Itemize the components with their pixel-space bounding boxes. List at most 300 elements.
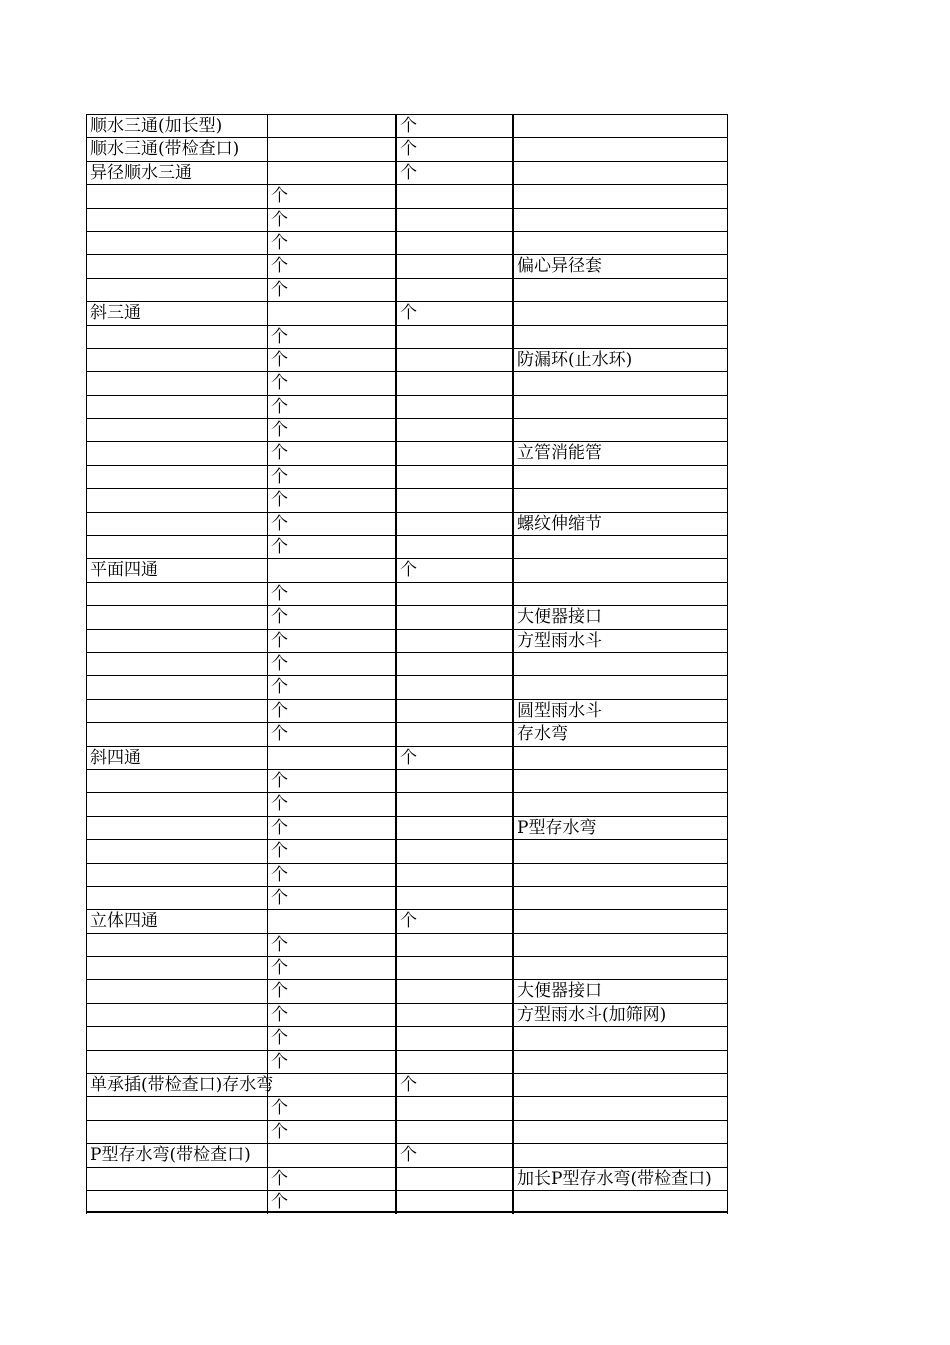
table-cell[interactable]: [395, 442, 512, 465]
table-cell[interactable]: [86, 864, 267, 887]
cell-text: 方型雨水斗: [517, 630, 602, 651]
table-cell[interactable]: [395, 1168, 512, 1191]
table-cell[interactable]: [86, 115, 267, 138]
table-cell[interactable]: [267, 700, 395, 723]
table-cell[interactable]: [512, 326, 728, 349]
cell-text: 个: [271, 677, 288, 698]
cell-text: 个: [271, 864, 288, 885]
table-cell[interactable]: [267, 1144, 395, 1167]
table-cell[interactable]: [395, 489, 512, 512]
table-cell[interactable]: [395, 372, 512, 395]
table-row: [86, 933, 728, 956]
table-cell[interactable]: [267, 536, 395, 559]
table-cell[interactable]: [395, 349, 512, 372]
table-cell[interactable]: [267, 1027, 395, 1050]
table-cell[interactable]: [512, 302, 728, 325]
table-row: [86, 1073, 728, 1096]
table-row: [86, 137, 728, 160]
cell-text: 个: [400, 911, 417, 932]
table-cell[interactable]: [395, 559, 512, 582]
table-cell[interactable]: [267, 466, 395, 489]
cell-text: P型存水弯: [517, 817, 597, 838]
table-cell[interactable]: [267, 910, 395, 933]
cell-text: 个: [271, 349, 288, 370]
table-cell[interactable]: [86, 957, 267, 980]
table-row: [86, 114, 728, 137]
table-cell[interactable]: [267, 349, 395, 372]
table-row: [86, 208, 728, 231]
table-cell[interactable]: [86, 1027, 267, 1050]
table-cell[interactable]: [395, 302, 512, 325]
table-cell[interactable]: [395, 419, 512, 442]
cell-text: 个: [400, 1145, 417, 1166]
cell-text: 个: [400, 747, 417, 768]
table-cell[interactable]: [512, 700, 728, 723]
cell-text: 个: [271, 770, 288, 791]
table-row: [86, 395, 728, 418]
spreadsheet-table: [86, 114, 728, 1213]
cell-text: 大便器接口: [517, 607, 602, 628]
table-cell[interactable]: [512, 1121, 728, 1144]
cell-text: 个: [271, 934, 288, 955]
table-cell[interactable]: [512, 630, 728, 653]
table-cell[interactable]: [395, 255, 512, 278]
table-cell[interactable]: [86, 466, 267, 489]
table-cell[interactable]: [86, 910, 267, 933]
table-cell[interactable]: [512, 770, 728, 793]
table-cell[interactable]: [395, 723, 512, 746]
cell-text: 个: [271, 1098, 288, 1119]
table-row: [86, 558, 728, 581]
table-cell[interactable]: [267, 1051, 395, 1074]
table-cell[interactable]: [395, 653, 512, 676]
table-cell[interactable]: [395, 1121, 512, 1144]
cell-text: 异径顺水三通: [90, 162, 192, 183]
table-cell[interactable]: [86, 1144, 267, 1167]
table-cell[interactable]: [267, 1097, 395, 1120]
table-cell[interactable]: [395, 1004, 512, 1027]
table-row: [86, 652, 728, 675]
table-cell[interactable]: [395, 162, 512, 185]
table-cell[interactable]: [512, 255, 728, 278]
table-cell[interactable]: [512, 1144, 728, 1167]
cell-text: 加长P型存水弯(带检查口): [517, 1168, 712, 1189]
table-cell[interactable]: [512, 115, 728, 138]
table-cell[interactable]: [395, 630, 512, 653]
table-cell[interactable]: [395, 887, 512, 910]
cell-text: 个: [271, 232, 288, 253]
table-cell[interactable]: [86, 185, 267, 208]
table-cell[interactable]: [86, 1004, 267, 1027]
table-cell[interactable]: [395, 606, 512, 629]
cell-text: 个: [271, 607, 288, 628]
table-cell[interactable]: [86, 630, 267, 653]
cell-text: 个: [271, 887, 288, 908]
table-cell[interactable]: [86, 747, 267, 770]
table-cell[interactable]: [86, 349, 267, 372]
table-cell[interactable]: [512, 513, 728, 536]
table-cell[interactable]: [395, 1144, 512, 1167]
cell-text: 螺纹伸缩节: [517, 513, 602, 534]
table-cell[interactable]: [395, 513, 512, 536]
table-row: [86, 1190, 728, 1213]
table-row: [86, 254, 728, 277]
cell-text: 防漏环(止水环): [517, 349, 633, 370]
table-cell[interactable]: [86, 1097, 267, 1120]
cell-text: 立管消能管: [517, 443, 602, 464]
cell-text: 个: [271, 700, 288, 721]
table-cell[interactable]: [86, 138, 267, 161]
table-cell[interactable]: [395, 1051, 512, 1074]
table-cell[interactable]: [395, 1191, 512, 1214]
table-cell[interactable]: [267, 559, 395, 582]
table-cell[interactable]: [395, 910, 512, 933]
table-row: [86, 863, 728, 886]
table-cell[interactable]: [267, 442, 395, 465]
cell-text: 个: [271, 373, 288, 394]
table-cell[interactable]: [512, 138, 728, 161]
table-row: [86, 816, 728, 839]
cell-text: 平面四通: [90, 560, 158, 581]
table-cell[interactable]: [86, 1191, 267, 1214]
table-cell[interactable]: [395, 326, 512, 349]
table-cell[interactable]: [86, 723, 267, 746]
table-cell[interactable]: [512, 466, 728, 489]
table-cell[interactable]: [512, 583, 728, 606]
table-cell[interactable]: [395, 185, 512, 208]
table-row: [86, 1026, 728, 1049]
table-cell[interactable]: [267, 840, 395, 863]
cell-text: 个: [271, 396, 288, 417]
table-cell[interactable]: [512, 793, 728, 816]
cell-text: 个: [271, 279, 288, 300]
table-cell[interactable]: [86, 700, 267, 723]
table-cell[interactable]: [86, 162, 267, 185]
table-cell[interactable]: [512, 887, 728, 910]
table-row: [86, 1120, 728, 1143]
table-cell[interactable]: [267, 887, 395, 910]
table-row: [86, 371, 728, 394]
table-cell[interactable]: [86, 372, 267, 395]
table-cell[interactable]: [267, 255, 395, 278]
table-cell[interactable]: [512, 396, 728, 419]
cell-text: 个: [271, 186, 288, 207]
cell-text: 个: [271, 326, 288, 347]
table-cell[interactable]: [86, 676, 267, 699]
cell-text: 个: [271, 653, 288, 674]
table-cell[interactable]: [512, 840, 728, 863]
table-cell[interactable]: [395, 138, 512, 161]
table-cell[interactable]: [512, 1168, 728, 1191]
table-cell[interactable]: [395, 1074, 512, 1097]
cell-text: P型存水弯(带检查口): [90, 1145, 251, 1166]
table-cell[interactable]: [86, 817, 267, 840]
cell-text: 个: [271, 490, 288, 511]
cell-text: 斜三通: [90, 303, 141, 324]
table-cell[interactable]: [267, 1121, 395, 1144]
table-cell[interactable]: [512, 1051, 728, 1074]
table-cell[interactable]: [512, 1074, 728, 1097]
cell-text: 个: [271, 209, 288, 230]
cell-text: 大便器接口: [517, 981, 602, 1002]
table-cell[interactable]: [267, 793, 395, 816]
table-cell[interactable]: [395, 676, 512, 699]
table-cell[interactable]: [267, 419, 395, 442]
table-cell[interactable]: [395, 1097, 512, 1120]
table-cell[interactable]: [267, 747, 395, 770]
table-row: [86, 1167, 728, 1190]
cell-text: 个: [271, 1028, 288, 1049]
table-cell[interactable]: [86, 232, 267, 255]
table-cell[interactable]: [267, 138, 395, 161]
cell-text: 个: [400, 162, 417, 183]
table-cell[interactable]: [512, 747, 728, 770]
table-cell[interactable]: [512, 559, 728, 582]
table-row: [86, 512, 728, 535]
table-row: [86, 441, 728, 464]
table-cell[interactable]: [86, 793, 267, 816]
table-row: [86, 582, 728, 605]
table-row: [86, 184, 728, 207]
cell-text: 个: [271, 1004, 288, 1025]
table-cell[interactable]: [267, 302, 395, 325]
table-row: [86, 746, 728, 769]
table-cell[interactable]: [395, 817, 512, 840]
table-cell[interactable]: [267, 980, 395, 1003]
table-row: [86, 909, 728, 932]
table-cell[interactable]: [395, 770, 512, 793]
table-cell[interactable]: [395, 934, 512, 957]
table-cell[interactable]: [86, 302, 267, 325]
table-cell[interactable]: [86, 887, 267, 910]
table-cell[interactable]: [512, 1191, 728, 1214]
table-cell[interactable]: [267, 232, 395, 255]
table-cell[interactable]: [512, 279, 728, 302]
table-cell[interactable]: [267, 864, 395, 887]
table-cell[interactable]: [512, 980, 728, 1003]
table-row: [86, 535, 728, 558]
table-cell[interactable]: [395, 840, 512, 863]
table-cell[interactable]: [512, 910, 728, 933]
table-row: [86, 465, 728, 488]
table-cell[interactable]: [395, 279, 512, 302]
table-cell[interactable]: [86, 1121, 267, 1144]
cell-text: 单承插(带检查口)存水弯: [90, 1075, 274, 1096]
table-cell[interactable]: [86, 255, 267, 278]
table-cell[interactable]: [512, 676, 728, 699]
table-cell[interactable]: [86, 980, 267, 1003]
table-cell[interactable]: [267, 209, 395, 232]
table-row: [86, 605, 728, 628]
table-cell[interactable]: [395, 396, 512, 419]
table-cell[interactable]: [267, 1074, 395, 1097]
table-cell[interactable]: [395, 583, 512, 606]
table-row: [86, 1050, 728, 1073]
table-cell[interactable]: [267, 326, 395, 349]
table-cell[interactable]: [267, 1168, 395, 1191]
cell-text: 个: [400, 560, 417, 581]
table-row: [86, 348, 728, 371]
cell-text: 个: [271, 256, 288, 277]
table-cell[interactable]: [267, 934, 395, 957]
cell-text: 顺水三通(带检查口): [90, 139, 240, 160]
cell-text: 偏心异径套: [517, 256, 602, 277]
cell-text: 方型雨水斗(加筛网): [517, 1004, 667, 1025]
table-row: [86, 722, 728, 745]
table-cell[interactable]: [267, 606, 395, 629]
cell-text: 个: [271, 420, 288, 441]
cell-text: 个: [271, 1051, 288, 1072]
table-cell[interactable]: [512, 209, 728, 232]
table-row: [86, 325, 728, 348]
table-cell[interactable]: [86, 442, 267, 465]
table-cell[interactable]: [512, 1027, 728, 1050]
table-cell[interactable]: [86, 513, 267, 536]
table-cell[interactable]: [86, 536, 267, 559]
table-cell[interactable]: [395, 980, 512, 1003]
table-cell[interactable]: [512, 185, 728, 208]
table-cell[interactable]: [395, 232, 512, 255]
table-cell[interactable]: [395, 864, 512, 887]
table-row: [86, 792, 728, 815]
cell-text: 存水弯: [517, 724, 568, 745]
table-cell[interactable]: [395, 115, 512, 138]
table-cell[interactable]: [86, 840, 267, 863]
cell-text: 个: [271, 841, 288, 862]
table-row: [86, 675, 728, 698]
table-cell[interactable]: [86, 934, 267, 957]
table-cell[interactable]: [86, 770, 267, 793]
table-cell[interactable]: [267, 115, 395, 138]
table-cell[interactable]: [86, 653, 267, 676]
table-cell[interactable]: [512, 419, 728, 442]
table-cell[interactable]: [512, 1004, 728, 1027]
cell-text: 个: [400, 139, 417, 160]
table-cell[interactable]: [267, 957, 395, 980]
table-row: [86, 629, 728, 652]
table-row: [86, 979, 728, 1002]
table-cell[interactable]: [512, 653, 728, 676]
cell-text: 个: [271, 981, 288, 1002]
table-cell[interactable]: [512, 934, 728, 957]
table-cell[interactable]: [86, 396, 267, 419]
table-cell[interactable]: [267, 653, 395, 676]
cell-text: 个: [400, 116, 417, 136]
table-cell[interactable]: [395, 466, 512, 489]
table-cell[interactable]: [86, 419, 267, 442]
table-cell[interactable]: [267, 279, 395, 302]
cell-text: 个: [271, 513, 288, 534]
table-cell[interactable]: [512, 957, 728, 980]
table-cell[interactable]: [267, 372, 395, 395]
table-cell[interactable]: [86, 279, 267, 302]
table-cell[interactable]: [267, 1004, 395, 1027]
cell-text: 个: [271, 630, 288, 651]
table-cell[interactable]: [86, 606, 267, 629]
cell-text: 个: [271, 1168, 288, 1189]
cell-text: 个: [400, 303, 417, 324]
table-cell[interactable]: [267, 676, 395, 699]
table-row: [86, 1143, 728, 1166]
table-cell[interactable]: [86, 1074, 274, 1097]
table-row: [86, 699, 728, 722]
table-row: [86, 278, 728, 301]
table-cell[interactable]: [267, 723, 395, 746]
table-cell[interactable]: [267, 630, 395, 653]
table-cell[interactable]: [512, 442, 728, 465]
cell-text: 个: [271, 1121, 288, 1142]
table-cell[interactable]: [395, 1027, 512, 1050]
table-cell[interactable]: [395, 209, 512, 232]
cell-text: 个: [271, 958, 288, 979]
table-cell[interactable]: [267, 583, 395, 606]
table-row: [86, 418, 728, 441]
table-cell[interactable]: [512, 864, 728, 887]
table-cell[interactable]: [512, 536, 728, 559]
table-cell[interactable]: [512, 817, 728, 840]
table-cell[interactable]: [267, 513, 395, 536]
table-cell[interactable]: [267, 817, 395, 840]
cell-text: 立体四通: [90, 911, 158, 932]
cell-text: 个: [271, 794, 288, 815]
cell-text: 个: [271, 537, 288, 558]
table-row: [86, 839, 728, 862]
table-cell[interactable]: [512, 489, 728, 512]
table-cell[interactable]: [267, 185, 395, 208]
table-cell[interactable]: [86, 1168, 267, 1191]
table-cell[interactable]: [86, 209, 267, 232]
table-cell[interactable]: [86, 326, 267, 349]
cell-text: 顺水三通(加长型): [90, 116, 223, 136]
table-cell[interactable]: [512, 162, 728, 185]
table-cell[interactable]: [86, 583, 267, 606]
table-cell[interactable]: [86, 559, 267, 582]
cell-text: 个: [400, 1075, 417, 1096]
table-cell[interactable]: [512, 232, 728, 255]
table-cell[interactable]: [267, 770, 395, 793]
table-cell[interactable]: [512, 1097, 728, 1120]
table-row: [86, 1096, 728, 1119]
table-row: [86, 1003, 728, 1026]
table-cell[interactable]: [267, 396, 395, 419]
table-cell[interactable]: [512, 723, 728, 746]
table-row: [86, 301, 728, 324]
table-row: [86, 769, 728, 792]
table-cell[interactable]: [512, 349, 728, 372]
cell-text: 圆型雨水斗: [517, 700, 602, 721]
cell-text: 斜四通: [90, 747, 141, 768]
table-cell[interactable]: [395, 700, 512, 723]
table-cell[interactable]: [512, 372, 728, 395]
table-cell[interactable]: [86, 489, 267, 512]
table-cell[interactable]: [86, 1051, 267, 1074]
table-row: [86, 161, 728, 184]
table-cell[interactable]: [395, 536, 512, 559]
table-row: [86, 231, 728, 254]
table-row: [86, 956, 728, 979]
table-cell[interactable]: [512, 606, 728, 629]
table-cell[interactable]: [267, 162, 395, 185]
cell-text: 个: [271, 583, 288, 604]
table-cell[interactable]: [395, 957, 512, 980]
table-cell[interactable]: [395, 747, 512, 770]
table-row: [86, 488, 728, 511]
cell-text: 个: [271, 443, 288, 464]
table-cell[interactable]: [267, 1191, 395, 1214]
table-row: [86, 886, 728, 909]
table-cell[interactable]: [267, 489, 395, 512]
table-cell[interactable]: [395, 793, 512, 816]
